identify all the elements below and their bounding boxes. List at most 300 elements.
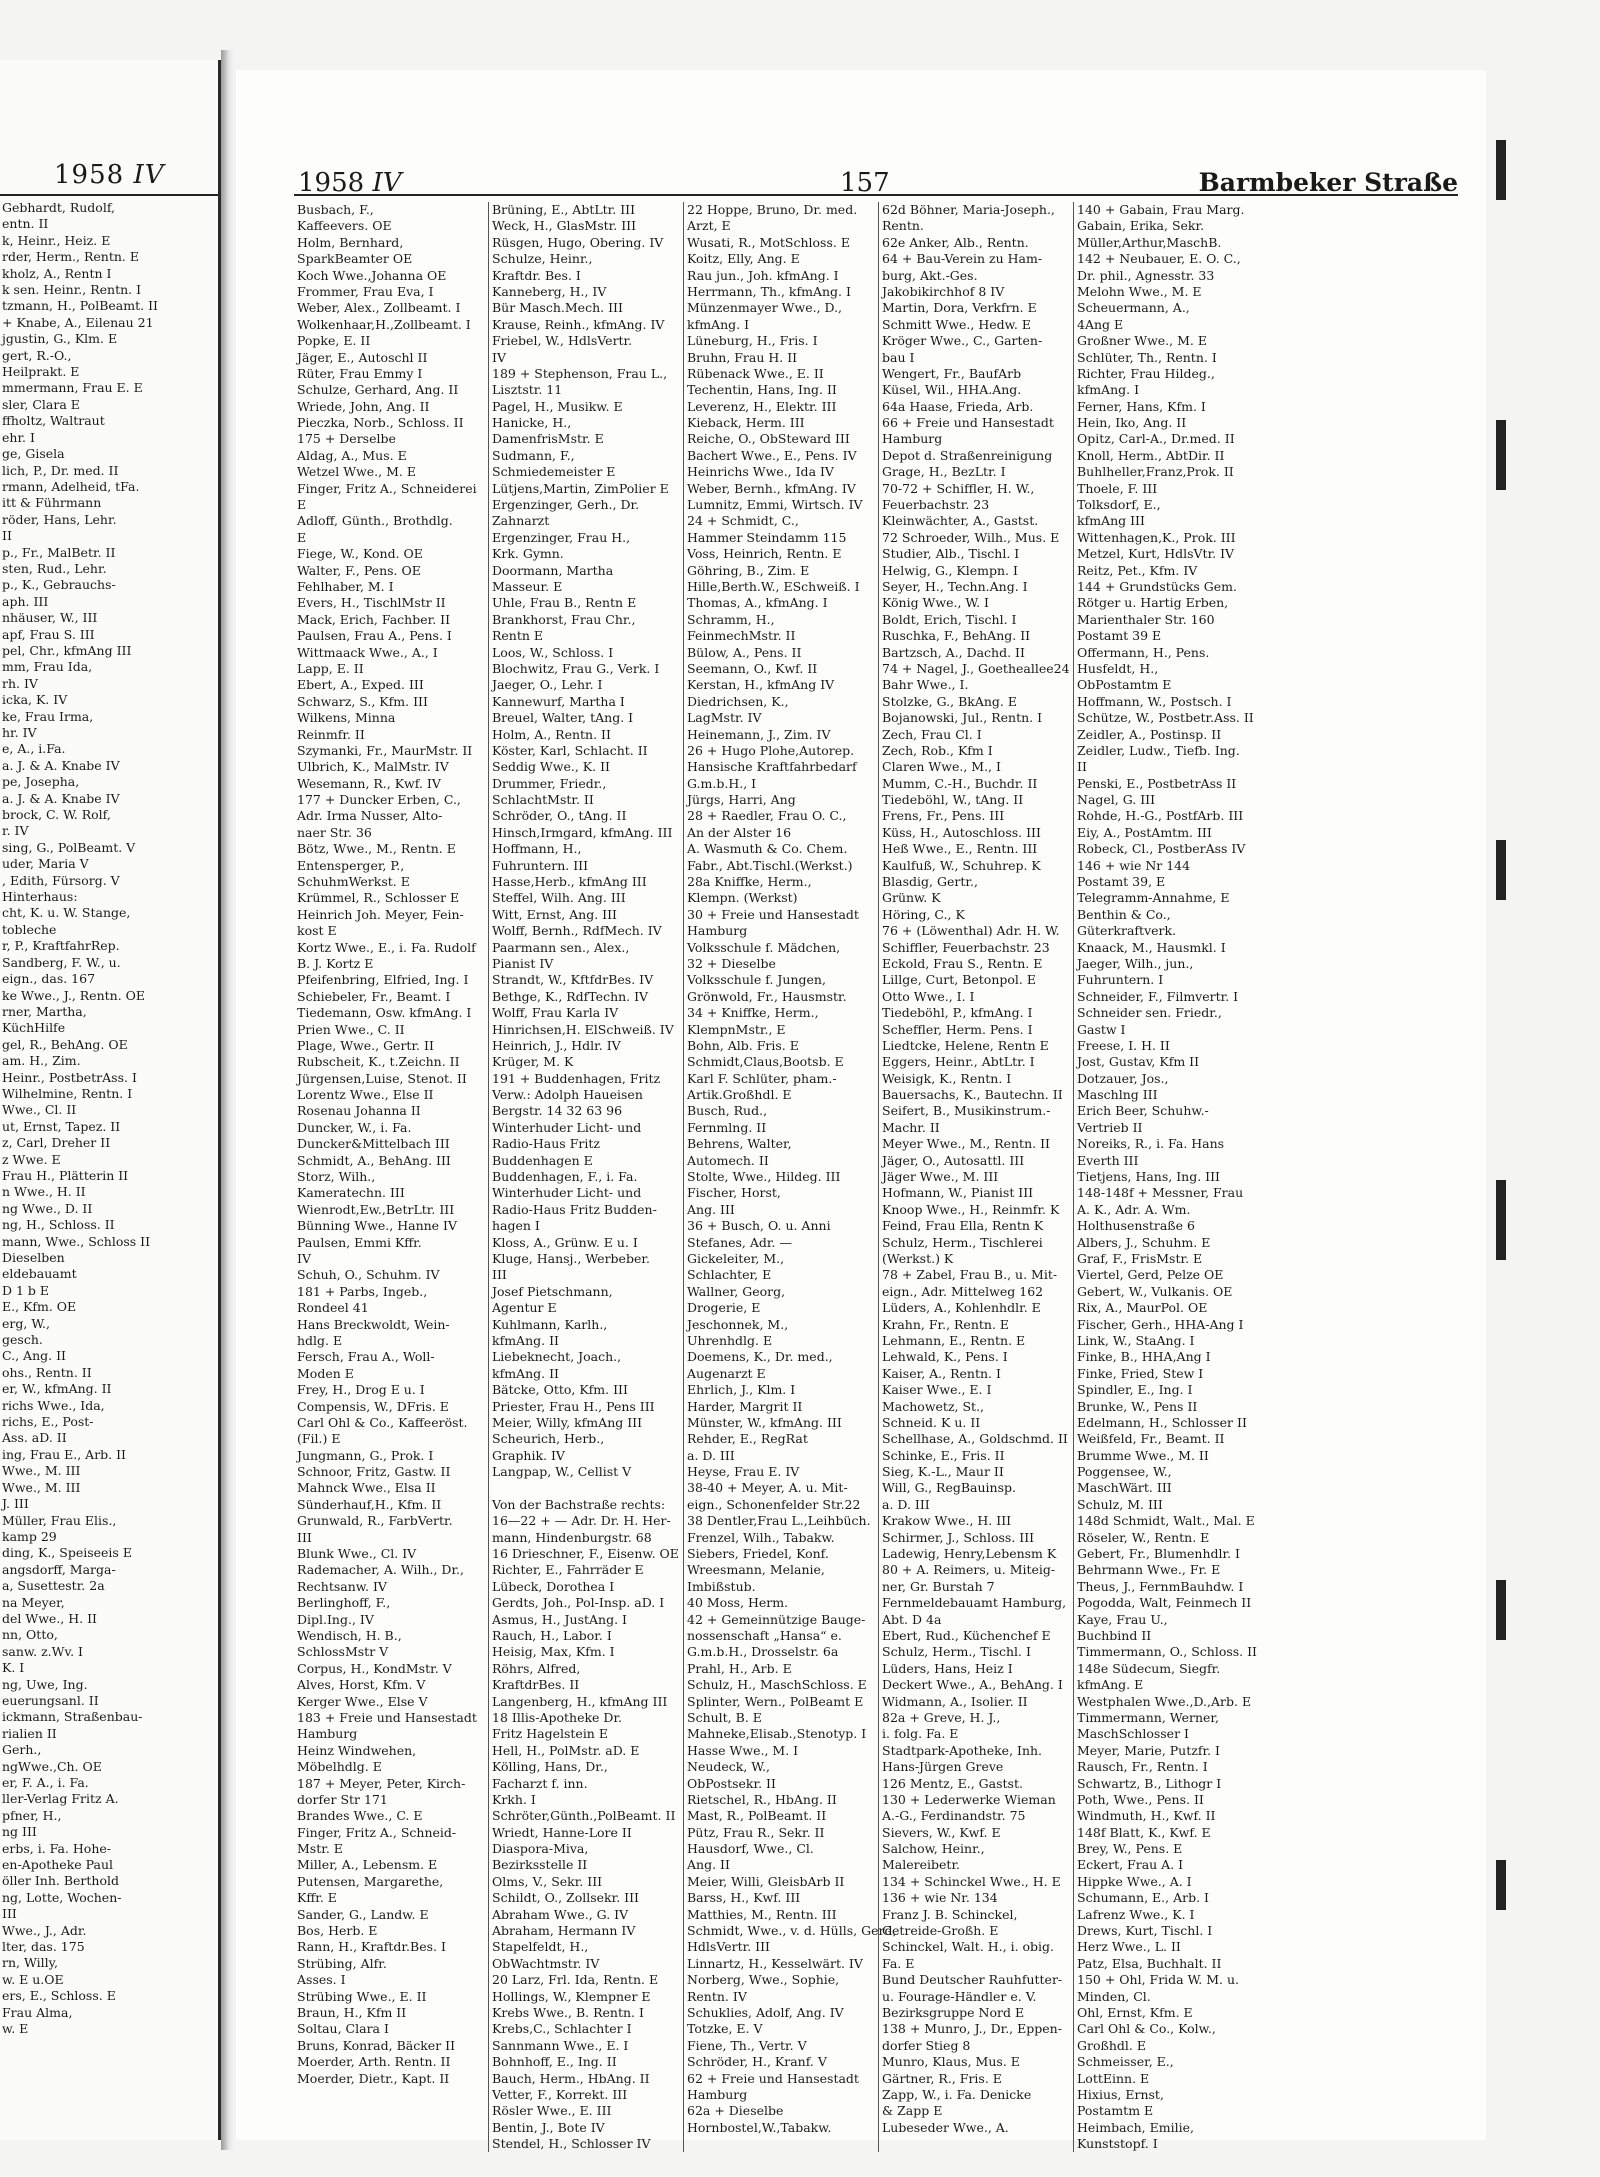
left-entry: ke Wwe., J., Rentn. OE: [2, 987, 146, 1003]
directory-entry: Hofmann, W., Pianist III: [882, 1185, 1034, 1201]
directory-entry: Abraham, Hermann IV: [492, 1923, 636, 1939]
directory-entry: Kraftdr. Bes. I: [492, 267, 581, 283]
directory-entry: Melohn Wwe., M. E: [1077, 283, 1202, 299]
directory-entry: 82a + Greve, H. J.,: [882, 1709, 1001, 1725]
directory-entry: a. D. III: [687, 1447, 735, 1463]
directory-entry: Jaeger, O., Lehr. I: [492, 677, 603, 693]
directory-entry: Penski, E., PostbetrAss II: [1077, 775, 1237, 791]
directory-entry: Kaiser, A., Rentn. I: [882, 1365, 1001, 1381]
left-entry: II: [2, 528, 12, 544]
directory-entry: Brandes Wwe., C. E: [297, 1808, 423, 1824]
directory-entry: Rauch, H., Labor. I: [492, 1627, 612, 1643]
directory-entry: Telegramm-Annahme, E: [1077, 890, 1230, 906]
directory-entry: Adr. Irma Nusser, Alto-: [297, 808, 443, 824]
directory-entry: Holthusenstraße 6: [1077, 1218, 1195, 1234]
directory-entry: Busch, Rud.,: [687, 1103, 768, 1119]
directory-entry: Rüter, Frau Emmy I: [297, 365, 423, 381]
directory-entry: Gebert, W., Vulkanis. OE: [1077, 1283, 1233, 1299]
directory-entry: Göhring, B., Zim. E: [687, 562, 810, 578]
directory-entry: Witt, Ernst, Ang. III: [492, 906, 617, 922]
directory-entry: Ang. III: [687, 1201, 735, 1217]
directory-entry: Entensperger, P.,: [297, 857, 405, 873]
directory-entry: Eckold, Frau S., Rentn. E: [882, 955, 1043, 971]
directory-entry: Paulsen, Frau A., Pens. I: [297, 628, 452, 644]
directory-entry: Schiffler, Feuerbachstr. 23: [882, 939, 1050, 955]
directory-entry: Eckert, Frau A. I: [1077, 1857, 1184, 1873]
directory-entry: Techentin, Hans, Ing. II: [687, 382, 837, 398]
left-entry: rh. IV: [2, 675, 38, 691]
directory-entry: Rietschel, R., HbAng. II: [687, 1791, 837, 1807]
directory-entry: 148d Schmidt, Walt., Mal. E: [1077, 1513, 1255, 1529]
directory-entry: Sudmann, F.,: [492, 447, 575, 463]
directory-entry: Timmermann, O., Schloss. II: [1077, 1644, 1257, 1660]
directory-entry: Schmidt, Wwe., v. d. Hülls, Gerd,: [687, 1923, 897, 1939]
directory-entry: Noreiks, R., i. Fa. Hans: [1077, 1136, 1225, 1152]
left-entry: ohs., Rentn. II: [2, 1364, 92, 1380]
directory-entry: Wolff, Frau Karla IV: [492, 1005, 619, 1021]
directory-entry: Schulze, Heinr.,: [492, 251, 593, 267]
directory-entry: Röseler, W., Rentn. E: [1077, 1529, 1210, 1545]
directory-entry: Automech. II: [687, 1152, 769, 1168]
directory-entry: Thoele, F. III: [1077, 480, 1158, 496]
directory-entry: Schwarz, S., Kfm. III: [297, 693, 428, 709]
directory-entry: Hoffmann, H.,: [492, 841, 582, 857]
directory-entry: Buddenhagen, F., i. Fa.: [492, 1169, 638, 1185]
directory-entry: Hammer Steindamm 115: [687, 529, 847, 545]
directory-entry: Bülow, A., Pens. II: [687, 644, 802, 660]
directory-entry: Radio-Haus Fritz: [492, 1136, 600, 1152]
directory-entry: A. Wasmuth & Co. Chem.: [687, 841, 848, 857]
left-entry: C., Ang. II: [2, 1348, 66, 1364]
left-entry: ding, K., Speiseeis E: [2, 1545, 132, 1561]
directory-entry: Fischer, Gerh., HHA-Ang I: [1077, 1316, 1244, 1332]
directory-entry: Bohnhoff, E., Ing. II: [492, 2054, 617, 2070]
directory-entry: Deckert Wwe., A., BehAng. I: [882, 1677, 1063, 1693]
left-entry: del Wwe., H. II: [2, 1610, 97, 1626]
directory-entry: Strübing Wwe., E. II: [297, 1988, 427, 2004]
directory-entry: Buhlheller,Franz,Prok. II: [1077, 464, 1234, 480]
directory-entry: Kerger Wwe., Else V: [297, 1693, 428, 1709]
directory-entry: Miller, A., Lebensm. E: [297, 1857, 438, 1873]
left-entry: Wilhelmine, Rentn. I: [2, 1085, 133, 1101]
directory-entry: Zapp, W., i. Fa. Denicke: [882, 2086, 1032, 2102]
directory-entry: 138 + Munro, J., Dr., Eppen-: [882, 2021, 1062, 2037]
left-entry: Müller, Frau Elis.,: [2, 1512, 117, 1528]
directory-entry: G.m.b.H., Drosselstr. 6a: [687, 1644, 839, 1660]
directory-entry: Hippke Wwe., A. I: [1077, 1873, 1192, 1889]
directory-entry: Langpap, W., Cellist V: [492, 1464, 632, 1480]
directory-entry: Offermann, H., Pens.: [1077, 644, 1210, 660]
directory-entry: Feuerbachstr. 23: [882, 497, 990, 513]
directory-entry: Claren Wwe., M., I: [882, 759, 1001, 775]
left-entry: p., Fr., MalBetr. II: [2, 544, 116, 560]
directory-entry: Müller,Arthur,MaschB.: [1077, 234, 1222, 250]
directory-entry: Ang. II: [687, 1857, 730, 1873]
directory-entry: Augenarzt E: [687, 1365, 766, 1381]
directory-entry: Kaffeevers. OE: [297, 218, 392, 234]
directory-entry: Siebers, Friedel, Konf.: [687, 1546, 829, 1562]
directory-entry: Ohl, Ernst, Kfm. E: [1077, 2004, 1193, 2020]
directory-entry: 144 + Grundstücks Gem.: [1077, 578, 1238, 594]
directory-entry: Seifert, B., Musikinstrum.-: [882, 1103, 1051, 1119]
directory-entry: Hixius, Ernst,: [1077, 2086, 1164, 2102]
directory-entry: Rentn E: [492, 628, 544, 644]
directory-entry: Wilkens, Minna: [297, 710, 396, 726]
directory-entry: Zeidler, A., Postinsp. II: [1077, 726, 1222, 742]
directory-entry: Link, W., StaAng. I: [1077, 1332, 1195, 1348]
directory-entry: Finke, B., HHA,Ang I: [1077, 1349, 1211, 1365]
directory-entry: 64 + Bau-Verein zu Ham-: [882, 251, 1043, 267]
directory-entry: Buddenhagen E: [492, 1152, 593, 1168]
left-entry: mmermann, Frau E. E: [2, 380, 143, 396]
directory-entry: Kaiser Wwe., E. I: [882, 1382, 992, 1398]
left-entry: e, A., i.Fa.: [2, 741, 66, 757]
directory-entry: Krause, Reinh., kfmAng. IV: [492, 316, 665, 332]
directory-entry: Münzenmayer Wwe., D.,: [687, 300, 843, 316]
directory-entry: Tolksdorf, E.,: [1077, 497, 1161, 513]
left-entry: mm, Frau Ida,: [2, 659, 93, 675]
directory-entry: Fuhruntern. III: [492, 857, 589, 873]
directory-entry: III: [492, 1267, 507, 1283]
directory-entry: Hell, H., PolMstr. aD. E: [492, 1742, 640, 1758]
directory-entry: Breuel, Walter, tAng. I: [492, 710, 634, 726]
directory-entry: 146 + wie Nr 144: [1077, 857, 1191, 873]
directory-entry: 175 + Derselbe: [297, 431, 396, 447]
directory-entry: Weißfeld, Fr., Beamt. II: [1077, 1431, 1225, 1447]
directory-entry: Kaulfuß, W., Schuhrep. K: [882, 857, 1041, 873]
directory-entry: Behrens, Walter,: [687, 1136, 792, 1152]
left-entry: gesch.: [2, 1332, 43, 1348]
directory-entry: Stefanes, Adr. —: [687, 1234, 792, 1250]
directory-entry: Fabr., Abt.Tischl.(Werkst.): [687, 857, 853, 873]
edge-mark: [1496, 1180, 1506, 1260]
directory-entry: Evers, H., TischlMstr II: [297, 595, 446, 611]
left-entry: lter, das. 175: [2, 1939, 85, 1955]
directory-entry: Machowetz, St.,: [882, 1398, 985, 1414]
directory-entry: Ruschka, F., BehAng. II: [882, 628, 1031, 644]
directory-entry: Poth, Wwe., Pens. II: [1077, 1791, 1204, 1807]
directory-entry: 28a Kniffke, Herm.,: [687, 874, 812, 890]
directory-entry: 187 + Meyer, Peter, Kirch-: [297, 1775, 466, 1791]
directory-entry: Hanicke, H.,: [492, 415, 572, 431]
directory-entry: Jäger, O., Autosattl. III: [882, 1152, 1025, 1168]
directory-entry: Schmeisser, E.,: [1077, 2054, 1174, 2070]
directory-entry: Paulsen, Emmi Kffr.: [297, 1234, 422, 1250]
directory-entry: 126 Mentz, E., Gastst.: [882, 1775, 1023, 1791]
directory-entry: Liebeknecht, Joach.,: [492, 1349, 622, 1365]
directory-entry: Schulz, Herm., Tischlerei: [882, 1234, 1043, 1250]
directory-entry: Fiene, Th., Vertr. V: [687, 2037, 807, 2053]
page-volume: IV: [372, 168, 402, 198]
left-entry: uder, Maria V: [2, 856, 89, 872]
directory-entry: Bund Deutscher Rauhfutter-: [882, 1972, 1063, 1988]
directory-entry: Spindler, E., Ing. I: [1077, 1382, 1193, 1398]
directory-entry: Bos, Herb. E: [297, 1923, 378, 1939]
left-entry: erg, W.,: [2, 1315, 50, 1331]
left-entry: z, Carl, Dreher II: [2, 1135, 111, 1151]
directory-entry: 134 + Schinckel Wwe., H. E: [882, 1873, 1061, 1889]
directory-entry: Schramm, H.,: [687, 611, 775, 627]
directory-entry: Friebel, W., HdlsVertr.: [492, 333, 633, 349]
directory-entry: Weber, Bernh., kfmAng. IV: [687, 480, 856, 496]
directory-entry: Tiedeböhl, P., kfmAng. I: [882, 1005, 1033, 1021]
directory-entry: Bezirksstelle II: [492, 1857, 588, 1873]
directory-entry: 70-72 + Schiffler, H. W.,: [882, 480, 1035, 496]
directory-entry: Richter, Frau Hildeg.,: [1077, 365, 1215, 381]
directory-entry: Bergstr. 14 32 63 96: [492, 1103, 623, 1119]
directory-entry: Meyer Wwe., M., Rentn. II: [882, 1136, 1050, 1152]
directory-entry: Viertel, Gerd, Pelze OE: [1077, 1267, 1224, 1283]
directory-entry: Lisztstr. 11: [492, 382, 563, 398]
directory-entry: Schumann, E., Arb. I: [1077, 1890, 1209, 1906]
directory-entry: Schulz, Herm., Tischl. I: [882, 1644, 1031, 1660]
directory-entry: Heinrich Joh. Meyer, Fein-: [297, 906, 464, 922]
directory-entry: Schinke, E., Fris. II: [882, 1447, 1005, 1463]
directory-entry: Hamburg: [882, 431, 943, 447]
directory-entry: ObWachtmstr. IV: [492, 1955, 600, 1971]
directory-entry: Tiedeböhl, W., tAng. II: [882, 792, 1024, 808]
directory-entry: 140 + Gabain, Frau Marg.: [1077, 202, 1245, 217]
directory-entry: Metzel, Kurt, HdlsVtr. IV: [1077, 546, 1235, 562]
directory-entry: 78 + Zabel, Frau B., u. Mit-: [882, 1267, 1058, 1283]
directory-entry: Masseur. E: [492, 578, 563, 594]
left-entry: kholz, A., Rentn I: [2, 265, 112, 281]
directory-entry: Buchbind II: [1077, 1627, 1152, 1643]
left-entry: ickmann, Straßenbau-: [2, 1709, 143, 1725]
directory-entry: Schmidt,Claus,Bootsb. E: [687, 1054, 844, 1070]
directory-entry: Wengert, Fr., BaufArb: [882, 365, 1022, 381]
edge-mark: [1496, 1580, 1506, 1640]
left-entry: Sandberg, F. W., u.: [2, 954, 121, 970]
directory-entry: Wolkenhaar,H.,Zollbeamt. I: [297, 316, 471, 332]
directory-entry: Wriedt, Hanne-Lore II: [492, 1824, 632, 1840]
directory-entry: 38 Dentler,Frau L.,Leihbüch.: [687, 1513, 871, 1529]
directory-entry: Mahnck Wwe., Elsa II: [297, 1480, 436, 1496]
directory-entry: Möbelhdlg. E: [297, 1759, 382, 1775]
left-entry: Gebhardt, Rudolf,: [2, 200, 115, 215]
directory-column-5: [1074, 202, 1269, 2152]
directory-entry: Neudeck, W.,: [687, 1759, 770, 1775]
directory-entry: Schulz, M. III: [1077, 1496, 1163, 1512]
directory-entry: Drogerie, E: [687, 1300, 761, 1316]
directory-entry: dorfer Stieg 8: [882, 2037, 971, 2053]
directory-entry: Moerder, Arth. Rentn. II: [297, 2054, 451, 2070]
directory-entry: Meier, Willi, GleisbArb II: [687, 1873, 845, 1889]
directory-entry: Stapelfeldt, H.,: [492, 1939, 589, 1955]
directory-entry: Eiy, A., PostAmtm. III: [1077, 824, 1212, 840]
directory-entry: Bohn, Alb. Fris. E: [687, 1037, 799, 1053]
page-year-text: 1958: [298, 168, 365, 198]
left-page-volume: IV: [133, 160, 165, 190]
directory-entry: Holm, Bernhard,: [297, 234, 404, 250]
directory-entry: Liedtcke, Helene, Rentn E: [882, 1037, 1049, 1053]
directory-entry: Josef Pietschmann,: [492, 1283, 613, 1299]
directory-entry: Finger, Fritz A., Schneid-: [297, 1824, 457, 1840]
directory-entry: Lafrenz Wwe., K. I: [1077, 1906, 1195, 1922]
directory-entry: Hein, Iko, Ang. II: [1077, 415, 1187, 431]
left-entry: richs Wwe., Ida,: [2, 1397, 105, 1413]
directory-entry: Krebs,C., Schlachter I: [492, 2021, 632, 2037]
directory-entry: Wittenhagen,K., Prok. III: [1077, 529, 1236, 545]
directory-entry: B. J. Kortz E: [297, 955, 374, 971]
directory-entry: 38-40 + Meyer, A. u. Mit-: [687, 1480, 848, 1496]
directory-entry: Finger, Fritz A., Schneiderei: [297, 480, 477, 496]
directory-entry: Heyse, Frau E. IV: [687, 1464, 800, 1480]
directory-entry: Everth III: [1077, 1152, 1139, 1168]
directory-entry: Lüneburg, H., Fris. I: [687, 333, 818, 349]
directory-entry: Asmus, H., JustAng. I: [492, 1611, 627, 1627]
left-entry: Hinterhaus:: [2, 889, 78, 905]
directory-entry: Agentur E: [492, 1300, 557, 1316]
directory-entry: Kffr. E: [297, 1890, 337, 1906]
directory-entry: (Werkst.) K: [882, 1251, 954, 1266]
directory-entry: Ladewig, Henry,Lebensm K: [882, 1546, 1057, 1562]
directory-entry: Winterhuder Licht- und: [492, 1185, 642, 1201]
directory-entry: Schmidt, A., BehAng. III: [297, 1152, 451, 1168]
left-entry: mann, Wwe., Schloss II: [2, 1233, 151, 1249]
directory-entry: Kunststopf. I: [1077, 2136, 1158, 2152]
directory-entry: Diedrichsen, K.,: [687, 693, 789, 709]
directory-entry: Herz Wwe., L. II: [1077, 1939, 1181, 1955]
directory-entry: Minden, Cl.: [1077, 1988, 1151, 2004]
left-entry: richs, E., Post-: [2, 1414, 94, 1430]
directory-entry: Brey, W., Pens. E: [1077, 1841, 1183, 1857]
directory-entry: Schuh, O., Schuhm. IV: [297, 1267, 440, 1283]
directory-entry: Stolzke, G., BkAng. E: [882, 693, 1017, 709]
directory-entry: Weber, Alex., Zollbeamt. I: [297, 300, 461, 316]
directory-entry: Thomas, A., kfmAng. I: [687, 595, 828, 611]
directory-entry: ner, Gr. Burstah 7: [882, 1578, 995, 1594]
left-entry: jgustin, G., Klm. E: [2, 331, 118, 347]
directory-entry: Jaeger, Wilh., jun.,: [1077, 955, 1194, 971]
directory-entry: Zeidler, Ludw., Tiefb. Ing.: [1077, 742, 1240, 758]
directory-entry: Wetzel Wwe., M. E: [297, 464, 416, 480]
directory-entry: burg, Akt.-Ges.: [882, 267, 978, 283]
directory-entry: Franz J. B. Schinckel,: [882, 1906, 1018, 1922]
directory-entry: Graphik. IV: [492, 1447, 565, 1463]
left-entry: , Edith, Fürsorg. V: [2, 872, 120, 888]
directory-entry: Volksschule f. Jungen,: [687, 972, 826, 988]
directory-entry: Eggers, Heinr., AbtLtr. I: [882, 1054, 1035, 1070]
directory-entry: Totzke, E. V: [687, 2021, 763, 2037]
directory-entry: Bahr Wwe., I.: [882, 677, 969, 693]
directory-entry: Wriede, John, Ang. II: [297, 398, 430, 414]
directory-column-1: [294, 202, 489, 2152]
directory-entry: Grönwold, Fr., Hausmstr.: [687, 988, 847, 1004]
directory-entry: Schwartz, B., Lithogr I: [1077, 1775, 1222, 1791]
directory-entry: Popke, E. II: [297, 333, 371, 349]
directory-entry: Prahl, H., Arb. E: [687, 1660, 792, 1676]
directory-entry: Freese, I. H. II: [1077, 1037, 1170, 1053]
directory-entry: Meier, Willy, kfmAng III: [492, 1414, 643, 1430]
directory-entry: SchuhmWerkst. E: [297, 874, 410, 890]
left-page-entries: [2, 200, 216, 2038]
directory-entry: Braun, H., Kfm II: [297, 2004, 407, 2020]
directory-entry: Duncker, W., i. Fa.: [297, 1119, 412, 1135]
directory-entry: 148-148f + Messner, Frau: [1077, 1185, 1244, 1201]
directory-entry: Gickeleiter, M.,: [687, 1251, 785, 1266]
left-entry: p., K., Gebrauchs-: [2, 577, 116, 593]
directory-entry: Frens, Fr., Pens. III: [882, 808, 1005, 824]
directory-entry: Kleinwächter, A., Gastst.: [882, 513, 1039, 529]
left-entry: D 1 b E: [2, 1282, 50, 1298]
left-entry: pfner, H.,: [2, 1807, 62, 1823]
directory-entry: 191 + Buddenhagen, Fritz: [492, 1070, 661, 1086]
directory-entry: Mahneke,Elisab.,Stenotyp. I: [687, 1726, 867, 1742]
directory-entry: 130 + Lederwerke Wieman: [882, 1791, 1056, 1807]
directory-entry: Scheurich, Herb.,: [492, 1431, 605, 1447]
directory-entry: Wusati, R., MotSchloss. E: [687, 234, 850, 250]
left-entry: n Wwe., H. II: [2, 1184, 86, 1200]
left-entry: erbs, i. Fa. Hohe-: [2, 1840, 112, 1856]
directory-entry: Knoop Wwe., H., Reinmfr. K: [882, 1201, 1060, 1217]
directory-entry: SchlossMstr V: [297, 1644, 389, 1660]
directory-entry: Fiege, W., Kond. OE: [297, 546, 423, 562]
directory-entry: Erich Beer, Schuhw.-: [1077, 1103, 1209, 1119]
directory-entry: Kloss, A., Grünw. E u. I: [492, 1234, 638, 1250]
directory-entry: Richter, E., Fahrräder E: [492, 1562, 644, 1578]
directory-entry: Rentn. IV: [687, 1988, 747, 2004]
left-entry: entn. II: [2, 216, 49, 232]
directory-entry: DamenfrisMstr. E: [492, 431, 604, 447]
directory-entry: Jürgs, Harri, Ang: [687, 792, 796, 808]
directory-entry: Olms, V., Sekr. III: [492, 1873, 603, 1889]
directory-entry: Poggensee, W.,: [1077, 1464, 1172, 1480]
directory-entry: Pfeifenbring, Elfried, Ing. I: [297, 972, 469, 988]
directory-entry: Otto Wwe., I. I: [882, 988, 975, 1004]
directory-entry: Carl Ohl & Co., Kolw.,: [1077, 2021, 1216, 2037]
left-entry: nn, Otto,: [2, 1627, 58, 1643]
left-entry: a, Susettestr. 2a: [2, 1578, 105, 1594]
left-entry: Heinr., PostbetrAss. I: [2, 1069, 137, 1085]
directory-entry: Gabain, Erika, Sekr.: [1077, 218, 1205, 234]
directory-entry: Wallner, Georg,: [687, 1283, 786, 1299]
directory-entry: Ebert, Rud., Küchenchef E: [882, 1627, 1051, 1643]
directory-entry: Hasse,Herb., kfmAng III: [492, 874, 647, 890]
left-entry: en-Apotheke Paul: [2, 1857, 113, 1873]
directory-entry: Moerder, Dietr., Kapt. II: [297, 2070, 450, 2086]
directory-entry: u. Fourage-Händler e. V.: [882, 1988, 1037, 2004]
left-entry: tobleche: [2, 921, 57, 937]
directory-entry: Schnoor, Fritz, Gastw. II: [297, 1464, 451, 1480]
directory-entry: An der Alster 16: [687, 824, 792, 840]
directory-entry: Rechtsanw. IV: [297, 1578, 387, 1594]
directory-entry: Schulz, H., MaschSchloss. E: [687, 1677, 867, 1693]
directory-entry: Sieg, K.-L., Maur II: [882, 1464, 1004, 1480]
directory-entry: Rohde, H.-G., PostfArb. III: [1077, 808, 1244, 824]
directory-entry: 18 Illis-Apotheke Dr.: [492, 1709, 623, 1725]
directory-entry: ObPostamtm E: [1077, 677, 1172, 693]
left-entry: eldebauamt: [2, 1266, 77, 1282]
directory-entry: Hoffmann, W., Postsch. I: [1077, 693, 1232, 709]
directory-entry: Krebs Wwe., B. Rentn. I: [492, 2004, 644, 2020]
left-page: [0, 60, 221, 2140]
directory-entry: Kerstan, H., kfmAng IV: [687, 677, 835, 693]
left-page-year: 1958: [54, 160, 125, 190]
directory-entry: Steffel, Wilh. Ang. III: [492, 890, 626, 906]
directory-entry: Schlachter, E: [687, 1267, 772, 1283]
directory-entry: E: [297, 529, 307, 545]
left-entry: Gerh.,: [2, 1742, 42, 1758]
directory-entry: Bünning Wwe., Hanne IV: [297, 1218, 458, 1234]
left-entry: kamp 29: [2, 1528, 57, 1544]
directory-entry: III: [297, 1529, 312, 1545]
directory-entry: Carl Ohl & Co., Kaffeeröst.: [297, 1414, 468, 1430]
directory-entry: Hille,Berth.W., ESchweiß. I: [687, 578, 860, 594]
directory-entry: Busbach, F.,: [297, 202, 374, 217]
directory-entry: Rausch, Fr., Rentn. I: [1077, 1759, 1208, 1775]
left-entry: er, F. A., i. Fa.: [2, 1775, 89, 1790]
